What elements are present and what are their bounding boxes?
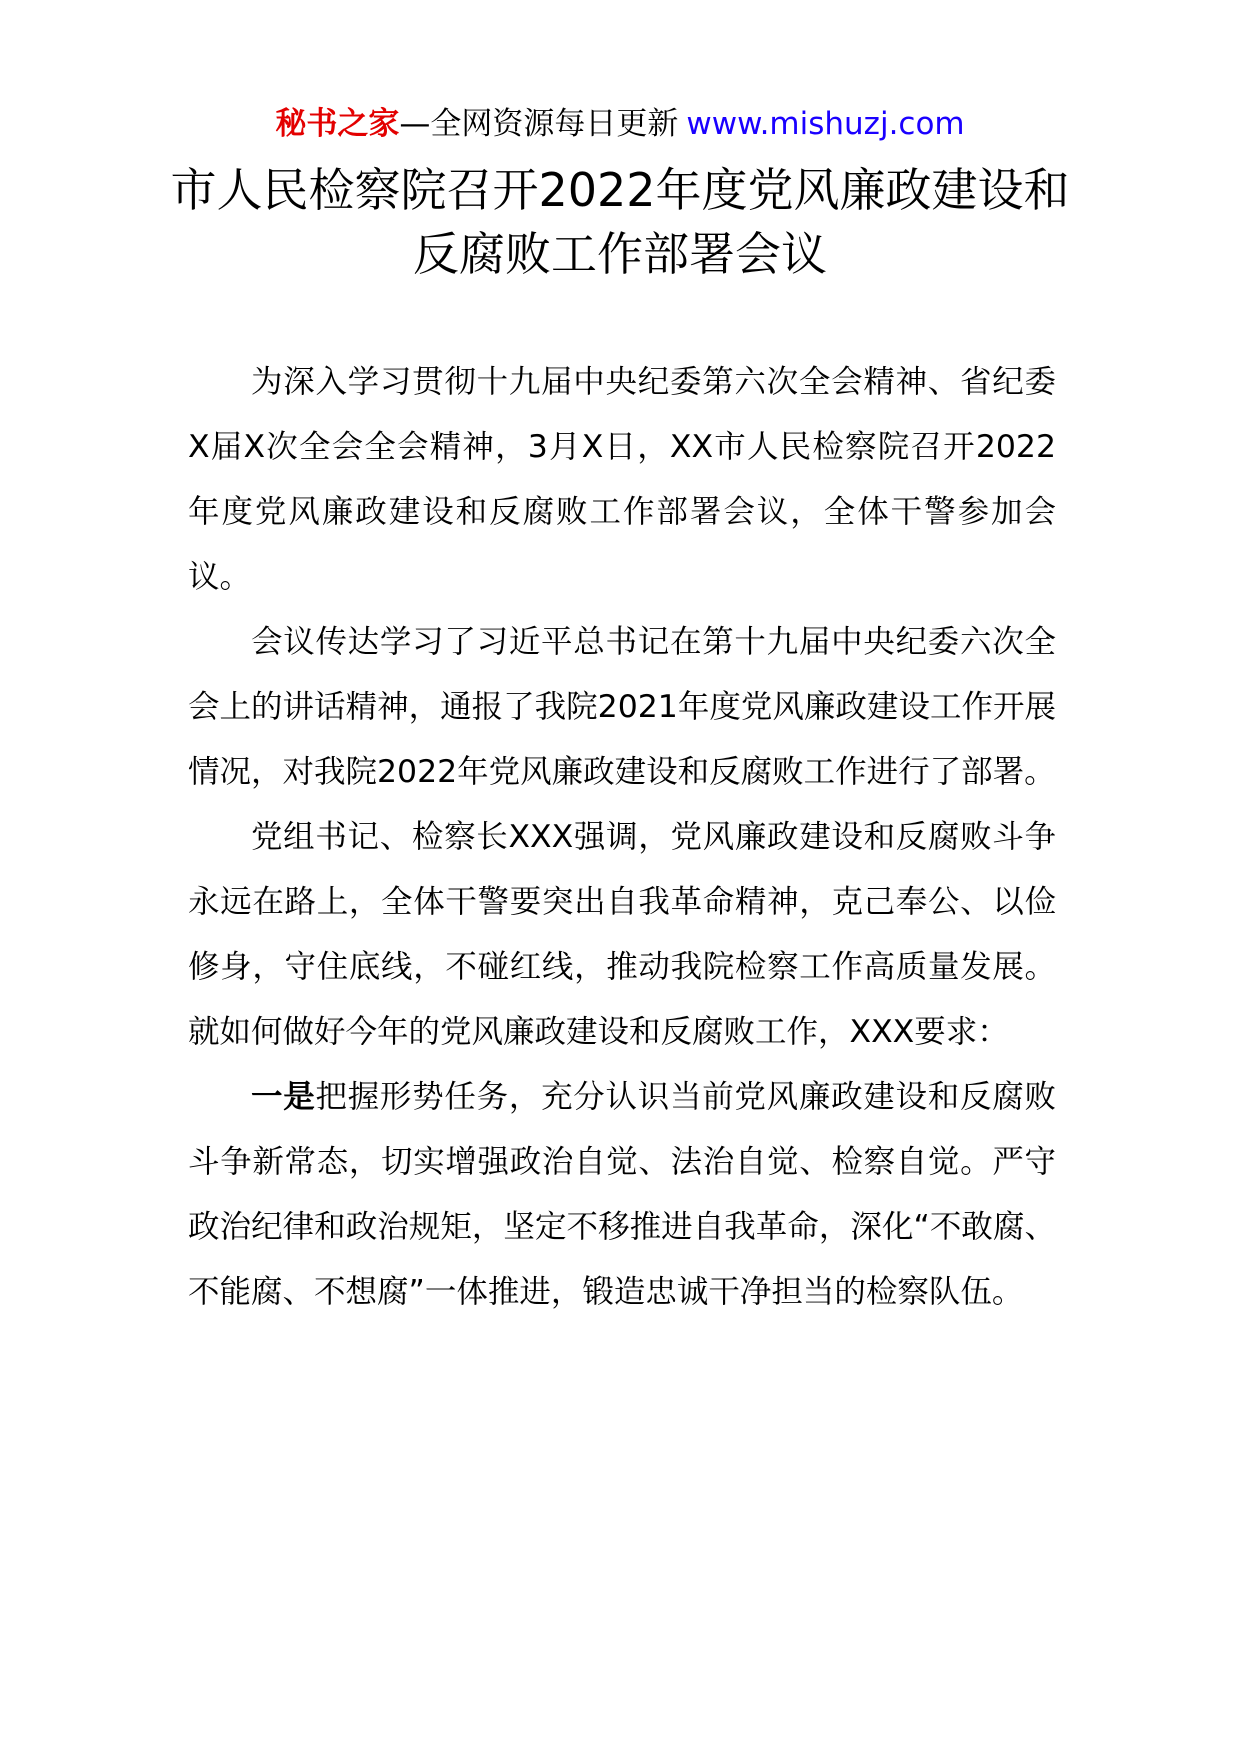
paragraph-4-text: 把握形势任务，充分认识当前党风廉政建设和反腐败斗争新常态，切实增强政治自觉、法治自觉、检察自觉。严守政治纪律和政治规矩，坚定不移推进自我革命，深化“不敢腐、不能腐、不想腐”一体推进，锻造忠诚干净担当的检察队伍。 — [188, 1079, 1056, 1310]
document-title: 市人民检察院召开2022年度党风廉政建设和反腐败工作部署会议 — [170, 163, 1070, 281]
paragraph-2 — [188, 610, 1056, 805]
paragraph-3 — [188, 805, 1056, 1065]
paragraph-3-text: 党组书记、检察长XXX强调，党风廉政建设和反腐败斗争永远在路上，全体干警要突出自我革命精神，克己奉公、以俭修身，守住底线，不碰红线，推动我院检察工作高质量发展。就如何做好今年的党风廉政建设和反腐败工作，XXX要求： — [188, 819, 1056, 1050]
document-body — [188, 350, 1056, 1325]
paragraph-1-text: 为深入学习贯彻十九届中央纪委第六次全会精神、省纪委X届X次全会全会精神，3月X日，XX市人民检察院召开2022年度党风廉政建设和反腐败工作部署会议，全体干警参加会议。 — [188, 364, 1056, 595]
paragraph-1 — [188, 350, 1056, 610]
brand-name: 秘书之家 — [275, 106, 400, 142]
site-header — [0, 100, 1240, 148]
paragraph-2-text: 会议传达学习了习近平总书记在第十九届中央纪委六次全会上的讲话精神，通报了我院2021年度党风廉政建设工作开展情况，对我院2022年党风廉政建设和反腐败工作进行了部署。 — [188, 624, 1056, 790]
paragraph-4 — [188, 1065, 1056, 1325]
paragraph-4-lead: 一是 — [251, 1079, 316, 1115]
header-tagline: —全网资源每日更新 — [399, 106, 679, 142]
site-url-link[interactable]: www.mishuzj.com — [686, 106, 965, 142]
